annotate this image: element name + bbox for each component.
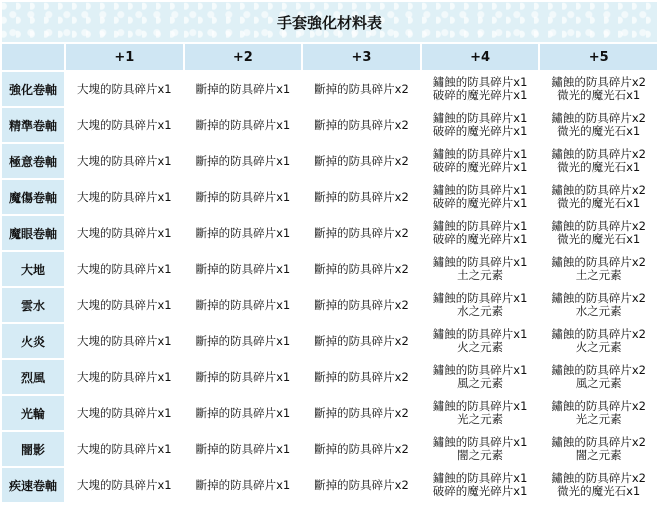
table-row [2, 360, 657, 394]
table-cell [422, 324, 539, 358]
cell-line: 大塊的防具碎片x1 [76, 189, 172, 204]
table-row [2, 432, 657, 466]
cell-line: 鏽蝕的防具碎片x1 [432, 147, 528, 161]
table-cell [303, 324, 420, 358]
cell-line: 鏽蝕的防具碎片x2 [551, 111, 646, 125]
row-header: 魔眼卷軸 [2, 216, 64, 250]
table-cell [185, 360, 302, 394]
cell-line: 大塊的防具碎片x1 [76, 333, 172, 348]
row-header: 極意卷軸 [2, 144, 64, 178]
table-cell [303, 216, 420, 250]
column-header-row [2, 44, 657, 70]
row-header: 強化卷軸 [2, 72, 64, 106]
table-cell [540, 180, 657, 214]
table-cell [540, 360, 657, 394]
table-row [2, 216, 657, 250]
cell-line: 大塊的防具碎片x1 [76, 225, 172, 240]
row-header: 精準卷軸 [2, 108, 64, 142]
cell-line: 斷掉的防具碎片x2 [314, 333, 409, 348]
table-cell [66, 360, 183, 394]
cell-line: 火之元素 [457, 340, 504, 354]
row-header: 光輪 [2, 396, 64, 430]
cell-line: 火之元素 [575, 340, 622, 354]
column-header: +3 [303, 44, 420, 70]
cell-line: 鏽蝕的防具碎片x1 [432, 255, 528, 269]
column-header: +2 [185, 44, 302, 70]
cell-line: 斷掉的防具碎片x1 [195, 405, 291, 420]
cell-line: 鏽蝕的防具碎片x1 [432, 183, 528, 197]
table-cell [185, 396, 302, 430]
table-row [2, 108, 657, 142]
table-cell [66, 468, 183, 502]
table-cell [422, 252, 539, 286]
table-cell [185, 432, 302, 466]
cell-line: 斷掉的防具碎片x2 [314, 477, 409, 492]
table-cell [422, 108, 539, 142]
table-cell [303, 468, 420, 502]
cell-line: 鏽蝕的防具碎片x1 [432, 219, 528, 233]
table-cell [185, 72, 302, 106]
table-cell [66, 216, 183, 250]
row-header: 火炎 [2, 324, 64, 358]
cell-line: 大塊的防具碎片x1 [76, 297, 172, 312]
table-cell [185, 108, 302, 142]
cell-line: 水之元素 [457, 304, 504, 318]
cell-line: 土之元素 [457, 268, 504, 282]
cell-line: 鏽蝕的防具碎片x1 [432, 291, 528, 305]
table-cell [303, 108, 420, 142]
cell-line: 鏽蝕的防具碎片x2 [551, 327, 646, 341]
cell-line: 斷掉的防具碎片x2 [314, 261, 409, 276]
cell-line: 鏽蝕的防具碎片x2 [551, 435, 646, 449]
column-header: +5 [540, 44, 657, 70]
cell-line: 水之元素 [575, 304, 622, 318]
cell-line: 微光的魔光石x1 [557, 232, 641, 246]
cell-line: 斷掉的防具碎片x1 [195, 477, 291, 492]
table-cell [422, 432, 539, 466]
table-cell [540, 72, 657, 106]
table-body [2, 72, 657, 502]
cell-line: 微光的魔光石x1 [557, 124, 641, 138]
cell-line: 鏽蝕的防具碎片x1 [432, 327, 528, 341]
cell-line: 闇之元素 [457, 448, 504, 462]
cell-line: 破碎的魔光碎片x1 [432, 484, 528, 498]
cell-line: 鏽蝕的防具碎片x1 [432, 471, 528, 485]
table-row [2, 72, 657, 106]
cell-line: 鏽蝕的防具碎片x2 [551, 363, 646, 377]
table-row [2, 288, 657, 322]
table-cell [540, 216, 657, 250]
cell-line: 斷掉的防具碎片x2 [314, 117, 409, 132]
cell-line: 鏽蝕的防具碎片x2 [551, 75, 646, 89]
table-cell [422, 216, 539, 250]
table-cell [303, 180, 420, 214]
corner-cell [2, 44, 64, 70]
table-cell [303, 396, 420, 430]
row-header: 闇影 [2, 432, 64, 466]
table-cell [540, 468, 657, 502]
cell-line: 斷掉的防具碎片x1 [195, 153, 291, 168]
cell-line: 鏽蝕的防具碎片x2 [551, 219, 646, 233]
cell-line: 大塊的防具碎片x1 [76, 369, 172, 384]
table-cell [422, 288, 539, 322]
cell-line: 斷掉的防具碎片x1 [195, 369, 291, 384]
table-cell [540, 108, 657, 142]
cell-line: 土之元素 [575, 268, 622, 282]
table-cell [185, 252, 302, 286]
table-row [2, 324, 657, 358]
cell-line: 鏽蝕的防具碎片x2 [551, 183, 646, 197]
cell-line: 斷掉的防具碎片x1 [195, 189, 291, 204]
table-cell [66, 108, 183, 142]
table-cell [540, 144, 657, 178]
cell-line: 大塊的防具碎片x1 [76, 261, 172, 276]
cell-line: 鏽蝕的防具碎片x1 [432, 111, 528, 125]
cell-line: 斷掉的防具碎片x1 [195, 81, 291, 96]
cell-line: 大塊的防具碎片x1 [76, 441, 172, 456]
cell-line: 鏽蝕的防具碎片x2 [551, 399, 646, 413]
cell-line: 斷掉的防具碎片x1 [195, 333, 291, 348]
table-cell [422, 468, 539, 502]
cell-line: 鏽蝕的防具碎片x1 [432, 399, 528, 413]
table-cell [540, 396, 657, 430]
table-cell [303, 432, 420, 466]
table-cell [422, 180, 539, 214]
table-cell [66, 72, 183, 106]
cell-line: 破碎的魔光碎片x1 [432, 124, 528, 138]
column-header: +1 [66, 44, 183, 70]
cell-line: 斷掉的防具碎片x2 [314, 297, 409, 312]
table-cell [303, 252, 420, 286]
cell-line: 斷掉的防具碎片x1 [195, 225, 291, 240]
row-header: 疾速卷軸 [2, 468, 64, 502]
cell-line: 鏽蝕的防具碎片x1 [432, 363, 528, 377]
cell-line: 風之元素 [575, 376, 622, 390]
cell-line: 斷掉的防具碎片x1 [195, 297, 291, 312]
table-cell [422, 360, 539, 394]
table-cell [66, 396, 183, 430]
table-cell [185, 144, 302, 178]
cell-line: 鏽蝕的防具碎片x2 [551, 255, 646, 269]
cell-line: 斷掉的防具碎片x1 [195, 441, 291, 456]
cell-line: 破碎的魔光碎片x1 [432, 196, 528, 210]
table-cell [66, 288, 183, 322]
table-cell [66, 324, 183, 358]
table-cell [422, 72, 539, 106]
table-cell [540, 432, 657, 466]
cell-line: 微光的魔光石x1 [557, 484, 641, 498]
table-cell [540, 288, 657, 322]
cell-line: 大塊的防具碎片x1 [76, 81, 172, 96]
table-row [2, 252, 657, 286]
cell-line: 斷掉的防具碎片x2 [314, 189, 409, 204]
table-cell [303, 360, 420, 394]
row-header: 魔傷卷軸 [2, 180, 64, 214]
cell-line: 破碎的魔光碎片x1 [432, 232, 528, 246]
table-row [2, 396, 657, 430]
table-cell [185, 468, 302, 502]
table-cell [185, 216, 302, 250]
cell-line: 斷掉的防具碎片x1 [195, 117, 291, 132]
table-cell [422, 396, 539, 430]
table-cell [303, 144, 420, 178]
cell-line: 微光的魔光石x1 [557, 196, 641, 210]
table-cell [66, 180, 183, 214]
row-header: 烈風 [2, 360, 64, 394]
cell-line: 斷掉的防具碎片x2 [314, 441, 409, 456]
table-cell [540, 252, 657, 286]
table-row [2, 144, 657, 178]
table-cell [185, 324, 302, 358]
cell-line: 破碎的魔光碎片x1 [432, 160, 528, 174]
cell-line: 鏽蝕的防具碎片x2 [551, 291, 646, 305]
table-cell [422, 144, 539, 178]
cell-line: 斷掉的防具碎片x2 [314, 369, 409, 384]
table-cell [66, 432, 183, 466]
cell-line: 斷掉的防具碎片x2 [314, 225, 409, 240]
cell-line: 大塊的防具碎片x1 [76, 153, 172, 168]
cell-line: 鏽蝕的防具碎片x1 [432, 75, 528, 89]
cell-line: 大塊的防具碎片x1 [76, 477, 172, 492]
cell-line: 風之元素 [457, 376, 504, 390]
table-cell [66, 144, 183, 178]
cell-line: 破碎的魔光碎片x1 [432, 88, 528, 102]
cell-line: 闇之元素 [575, 448, 622, 462]
column-header: +4 [422, 44, 539, 70]
cell-line: 光之元素 [575, 412, 622, 426]
table-row [2, 180, 657, 214]
cell-line: 大塊的防具碎片x1 [76, 117, 172, 132]
table-row [2, 468, 657, 502]
table-title: 手套強化材料表 [2, 2, 657, 42]
cell-line: 鏽蝕的防具碎片x2 [551, 147, 646, 161]
table-cell [540, 324, 657, 358]
table-cell [185, 180, 302, 214]
cell-line: 大塊的防具碎片x1 [76, 405, 172, 420]
cell-line: 微光的魔光石x1 [557, 160, 641, 174]
table-cell [303, 288, 420, 322]
cell-line: 微光的魔光石x1 [557, 88, 641, 102]
cell-line: 鏽蝕的防具碎片x1 [432, 435, 528, 449]
cell-line: 斷掉的防具碎片x2 [314, 405, 409, 420]
cell-line: 斷掉的防具碎片x1 [195, 261, 291, 276]
row-header: 雲水 [2, 288, 64, 322]
cell-line: 斷掉的防具碎片x2 [314, 153, 409, 168]
cell-line: 光之元素 [457, 412, 504, 426]
table-cell [66, 252, 183, 286]
cell-line: 鏽蝕的防具碎片x2 [551, 471, 646, 485]
cell-line: 斷掉的防具碎片x2 [314, 81, 409, 96]
table-cell [303, 72, 420, 106]
row-header: 大地 [2, 252, 64, 286]
table-cell [185, 288, 302, 322]
